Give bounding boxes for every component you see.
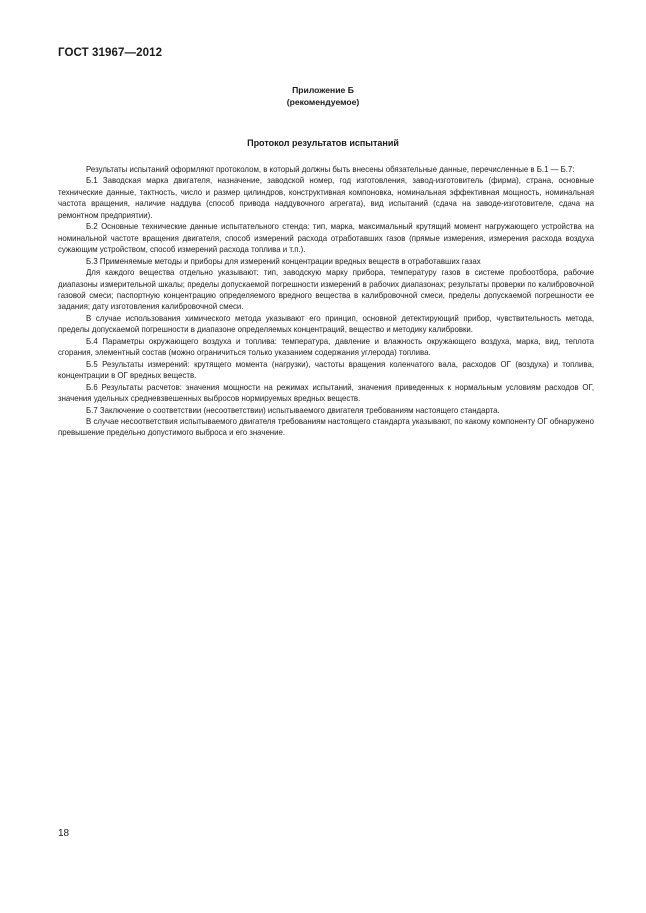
paragraph-b3-substances: Для каждого вещества отдельно указывают: тип, заводскую марку прибора, температуру газов в системе пробоотбора, рабочие диапазоны измерительной шкалы; пределы допускаемой погрешности измерений в рабочих диапазонах; результаты проверки по калибровочной газовой смеси; паспортную концентрацию определяемого вредного вещества в калибровочной смеси, пределы допускаемой погрешности ее задания; дату изготовления калибровочной смеси. [58, 268, 594, 312]
page-number: 18 [58, 828, 70, 839]
paragraph-b1: Б.1 Заводская марка двигателя, назначение, заводской номер, год изготовления, завод-изготовитель (фирма), страна, основные технические данные, тактность, число и размер цилиндров, конструктивная компоновка, номинальная эффективная мощность, номинальная частота вращения, наличие наддува (способ привода наддувочного агрегата), вид испытаний (сдача на заводе-изготовителе, сдача на ремонтном предприятии). [58, 176, 594, 220]
paragraph-b4: Б.4 Параметры окружающего воздуха и топлива: температура, давление и влажность окружающего воздуха, марка, вид, теплота сгорания, элементный состав (можно ограничиться только указанием содержания углерода) топлива. [58, 336, 594, 358]
standard-code: ГОСТ 31967—2012 [58, 47, 163, 59]
document-body [58, 164, 594, 439]
appendix-label: Приложение Б [292, 85, 354, 95]
paragraph-b3-chemical: В случае использования химического метода указывают его принцип, основной детектирующий прибор, чувствительность метода, пределы допускаемой погрешности в диапазоне определяемых концентраций, вещество и методику калибровки. [58, 313, 594, 335]
paragraph-b2: Б.2 Основные технические данные испытательного стенда: тип, марка, максимальный крутящий момент нагружающего устройства на номинальной частоте вращения двигателя, способ измерений расхода отработавших газов (прямые измерения, измерения расхода воздуха сужающим устройством, способ измерений расхода топлива и т.п.). [58, 222, 594, 255]
paragraph-b5: Б.5 Результаты измерений: крутящего момента (нагрузки), частоты вращения коленчатого вала, расходов ОГ (воздуха) и топлива, концентрации в ОГ вредных веществ. [58, 359, 594, 381]
paragraph-b3: Б.3 Применяемые методы и приборы для измерений концентрации вредных веществ в отработавших газах [86, 256, 481, 266]
section-title: Протокол результатов испытаний [247, 138, 399, 148]
appendix-heading [58, 85, 588, 108]
paragraph-b7: Б.7 Заключение о соответствии (несоответствии) испытываемого двигателя требованиям настоящего стандарта. [86, 405, 500, 415]
paragraph-intro: Результаты испытаний оформляют протоколом, в который должны быть внесены обязательные данные, перечисленные в Б.1 — Б.7: [86, 165, 575, 174]
paragraph-b6: Б.6 Результаты расчетов: значения мощности на режимах испытаний, значения приведенных к нормальным условиям расходов ОГ, значения удельных средневзвешенных выбросов нормируемых вредных веществ. [58, 382, 594, 404]
paragraph-nonconformity: В случае несоответствия испытываемого двигателя требованиям настоящего стандарта указывают, по какому компоненту ОГ обнаружено превышение предельно допустимого выброса и его значение. [58, 416, 594, 438]
document-header [58, 47, 162, 59]
appendix-status: (рекомендуемое) [286, 96, 360, 107]
